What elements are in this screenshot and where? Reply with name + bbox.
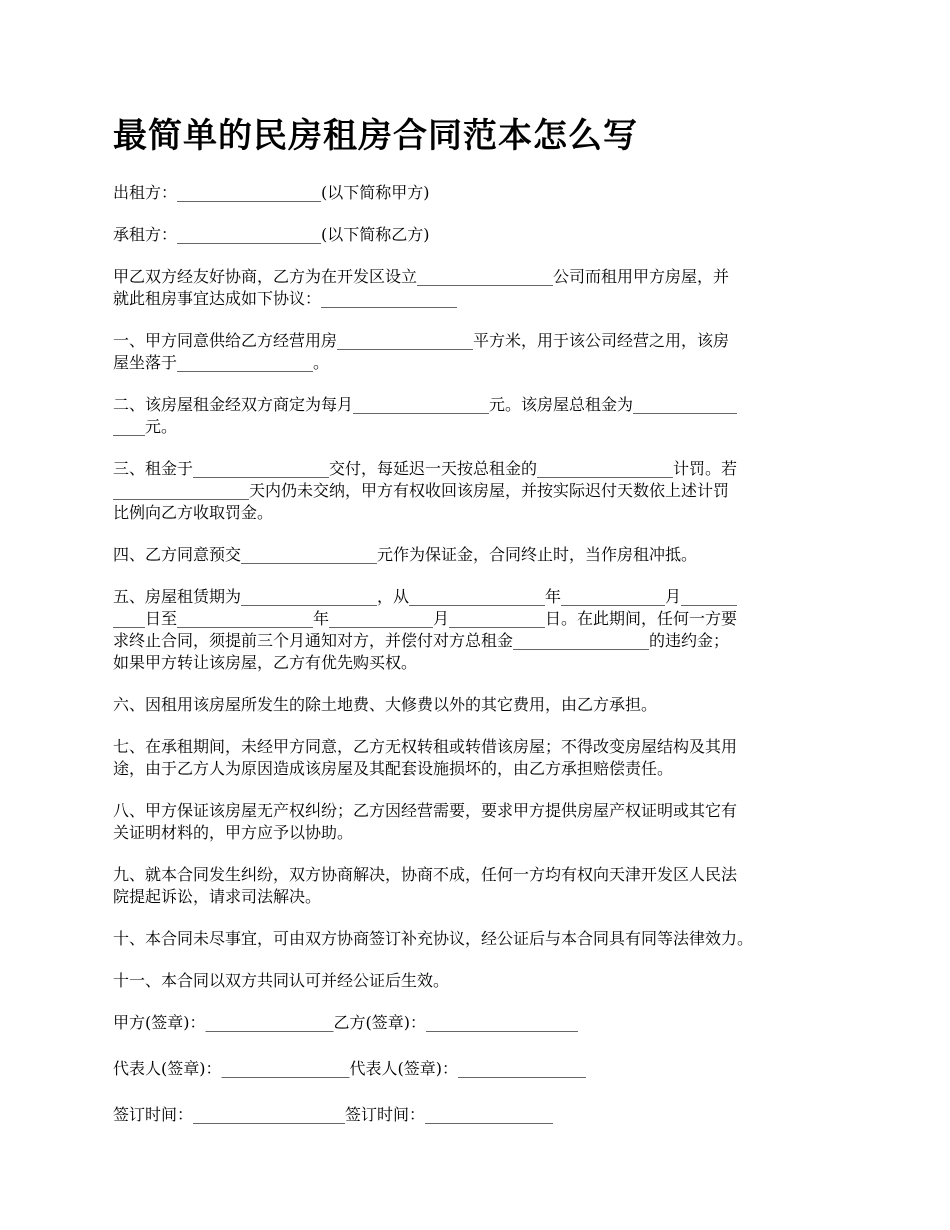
signature-party-line: 甲方(签章)：________________乙方(签章)：___________________	[113, 1013, 578, 1032]
clause-5: 五、房屋租赁期为_________________，从_________________年_____________月_______ ____日至_________________年_____________月____________日。在此期间，任何一方要 求终止合同，须提前三个月通知对方，并偿付对方总租金_________________的违约金； 如果甲方转让该房屋，乙方有优先购买权。	[113, 587, 738, 672]
clause-8: 八、甲方保证该房屋无产权纠纷；乙方因经营需要，要求甲方提供房屋产权证明或其它有 关证明材料的，甲方应予以协助。	[113, 801, 738, 842]
clause-3: 三、租金于_________________交付，每延迟一天按总租金的_________________计罚。若 _________________天内仍未交纳，甲方有权收回该房屋，并按实际迟付天数依上述计罚 比例向乙方收取罚金。	[113, 459, 738, 522]
signature-date-line: 签订时间：___________________签订时间：________________	[113, 1105, 554, 1124]
contract-page	[113, 112, 858, 1150]
signature-representative-line: 代表人(签章)：________________代表人(签章)：________________	[113, 1059, 586, 1078]
clause-6: 六、因租用该房屋所发生的除土地费、大修费以外的其它费用，由乙方承担。	[113, 695, 658, 714]
clause-9: 九、就本合同发生纠纷，双方协商解决，协商不成，任何一方均有权向天津开发区人民法 院提起诉讼，请求司法解决。	[113, 865, 738, 906]
preamble-paragraph: 甲乙双方经友好协商，乙方为在开发区设立_________________公司而租用甲方房屋，并 就此租房事宜达成如下协议：_________________	[113, 267, 730, 308]
clause-2: 二、该房屋租金经双方商定为每月_________________元。该房屋总租金为_____________ ____元。	[113, 395, 738, 436]
lessor-line: 出租方：__________________(以下简称甲方)	[113, 183, 430, 202]
clause-11: 十一、本合同以双方共同认可并经公证后生效。	[113, 971, 450, 990]
clause-1: 一、甲方同意供给乙方经营用房_________________平方米，用于该公司经营之用，该房 屋坐落于_________________。	[113, 331, 730, 372]
clause-4: 四、乙方同意预交_________________元作为保证金，合同终止时，当作房租冲抵。	[113, 545, 698, 564]
lessee-line: 承租方：__________________(以下简称乙方)	[113, 225, 430, 244]
clause-10: 十、本合同未尽事宜，可由双方协商签订补充协议，经公证后与本合同具有同等法律效力。	[113, 929, 754, 948]
document-title: 最简单的民房租房合同范本怎么写	[113, 116, 638, 156]
clause-7: 七、在承租期间，未经甲方同意，乙方无权转租或转借该房屋；不得改变房屋结构及其用 途，由于乙方人为原因造成该房屋及其配套设施损坏的，由乙方承担赔偿责任。	[113, 737, 738, 778]
